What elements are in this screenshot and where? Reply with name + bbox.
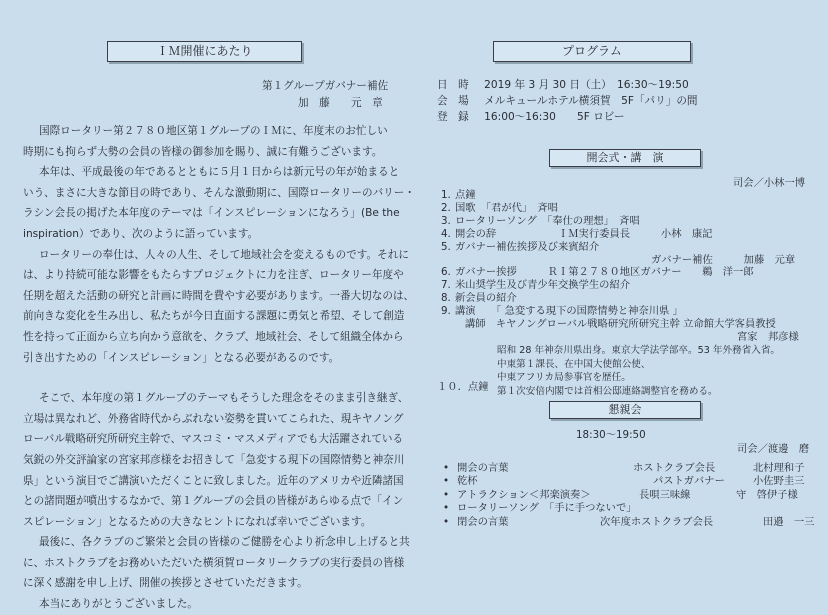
info-value: 16:00～16:30 5F ロビー (484, 111, 625, 123)
program-item: ガバナー補佐 加藤 元章 (651, 253, 796, 266)
greeting-body (23, 121, 415, 615)
party-row: • ロータリーソング 「手に手つないで」 (443, 502, 637, 515)
paragraph-line: 性を持って正面から立ち向かう意欲を、クラブ、地域社会、そして組織全体から (23, 330, 404, 343)
paragraph-line: そこで、本年度の第１グループのテーマもそうした理念をそのまま引き継ぎ、 (39, 392, 409, 405)
author-name: 加 藤 元 章 (298, 97, 383, 109)
program-item: 4. 開会の辞 ＩＭ実行委員長 小林 康記 (441, 227, 713, 240)
party-time: 18:30～19:50 (576, 429, 646, 441)
program-list (441, 189, 799, 344)
program-item: 7. 米山奨学生及び青少年交換学生の紹介 (441, 279, 631, 292)
program-item: 8. 新会員の紹介 (441, 292, 517, 305)
party-mc: 司会／渡邊 磨 (737, 443, 810, 455)
paragraph-line: 前向きな変化を生み出し、私たちが今日直面する課題に勇気と希望、そして創造 (23, 310, 405, 323)
program-item: 1. 点鐘 (441, 189, 476, 201)
paragraph-line: は、より持続可能な影響をもたらすプロジェクトに力を注ぎ、ロータリー年度や (23, 269, 404, 282)
program-item: 2. 国歌 「君が代」 斉唱 (441, 201, 558, 214)
party-section-title: 懇親会 (608, 403, 642, 416)
speaker-bio (497, 344, 780, 398)
paragraph-line: 気鋭の外交評論家の宮家邦彦様をお招きして「急変する現下の国際情勢と神奈川 (23, 453, 405, 466)
program-item: 宮家 邦彦様 (737, 330, 799, 343)
paragraph-line: に、ホストクラブをお務めいただいた横須賀ロータリークラブの実行委員の皆様 (23, 556, 405, 569)
party-row: • アトラクション＜邦楽演奏＞ 長唄三味線 守 啓伊子様 (443, 488, 798, 501)
info-label: 日 時 (437, 79, 469, 91)
paragraph-line: との諸問題が噴出するなかで、第１グループの会員の皆様があらゆる点で「イン (23, 495, 404, 508)
paragraph-line: inspiration）であり、次のように語っています。 (23, 227, 259, 240)
left-title: ＩＭ開催にあたり (156, 44, 253, 58)
paragraph-line: ローバル戦略研究所研究主幹で、マスコミ・マスメディアでも大活躍されている (23, 433, 404, 446)
paragraph-line: いう、まさに大きな節目の時であり、そんな激動期に、国際ロータリーのバリー・ (23, 186, 415, 199)
bio-line: 中東アフリカ局参事官を歴任。 (497, 372, 631, 383)
paragraph-line: 本年は、平成最後の年であるとともに５月１日からは新元号の年が始まると (39, 166, 400, 179)
program-item: 3. ロータリーソング 「奉仕の理想」 斉唱 (441, 214, 640, 227)
right-title: プログラム (562, 44, 622, 58)
party-row: • 閉会の言葉 次年度ホストクラブ会長 田邉 一三 (443, 515, 815, 528)
paragraph-line: 県」という演目でご講演いただくことに致しました。近年のアメリカや近隣諸国 (23, 474, 404, 487)
program-item: 講師 キヤノングローバル戦略研究所研究主幹 立命館大学客員教授 (465, 318, 776, 331)
paragraph-line: 時期にも拘らず大勢の会員の皆様の御参加を賜り、誠に有難うございます。 (23, 145, 383, 158)
ceremony-mc: 司会／小林一博 (733, 177, 806, 189)
paragraph-line: ロータリーの奉仕は、人々の人生、そして地域社会を変えるものです。それに (39, 248, 409, 261)
info-row-datetime (437, 77, 698, 93)
info-value: メルキュールホテル横須賀 5F「パリ」の間 (484, 95, 698, 107)
info-value: 2019 年 3 月 30 日（土） 16:30～19:50 (484, 79, 689, 91)
paragraph-line: 立場は異なれど、外務省時代からぶれない姿勢を貫いてこられた、現キヤノング (23, 412, 404, 425)
party-list (443, 462, 823, 529)
program-item: 6. ガバナー挨拶 ＲＩ第２７８０地区ガバナー 鵜 洋一郎 (441, 266, 754, 279)
program-item: 5. ガバナー補佐挨拶及び来賓紹介 (441, 240, 600, 253)
paragraph-line: ラシン会長の掲げた本年度のテーマは「インスピレーションになろう」(Be the (23, 207, 400, 220)
info-label: 登 録 (437, 111, 469, 123)
info-row-venue (437, 93, 698, 109)
program-item-10: １０．点鐘 (437, 381, 489, 393)
party-row: • 乾杯 パストガバナー 小佐野圭三 (443, 475, 805, 488)
ceremony-section-title-box (549, 149, 701, 167)
info-row-registration (437, 109, 698, 125)
paragraph-line: 引き出すための「インスピレーション」となる必要があるのです。 (23, 351, 340, 364)
paragraph-line: 本当にありがとうございました。 (39, 598, 198, 611)
paragraph-line: 最後に、各クラブのご繁栄と会員の皆様のご健勝を心より祈念申し上げると共 (39, 536, 410, 549)
ceremony-section-title: 開会式・講 演 (586, 151, 664, 164)
program-item: 9. 講演 「 急変する現下の国際情勢と神奈川県 」 (441, 305, 683, 318)
party-section-title-box (549, 401, 701, 419)
right-title-box (493, 41, 691, 62)
left-title-box (107, 41, 302, 62)
bio-line: 第１次安倍内閣では首相公邸連絡調整官を務める。 (497, 385, 718, 397)
bio-line: 中東第１課長、在中国大使館公使、 (497, 358, 651, 370)
author-role: 第１グループガバナー補佐 (262, 80, 389, 92)
bio-line: 昭和 28 年神奈川県出身。東京大学法学部卒。53 年外務省入省。 (497, 345, 781, 356)
paragraph-line: 国際ロータリー第２７８０地区第１グループのＩＭに、年度末のお忙しい (39, 125, 388, 137)
event-info (437, 77, 698, 125)
paragraph-line: 任期を超えた活動の研究と計画に時間を費やす必要があります。一番大切なのは、 (23, 289, 415, 302)
paragraph-line: スピレーション」となるための大きなヒントになれば幸いでございます。 (23, 515, 372, 528)
party-row: • 開会の言葉 ホストクラブ会長 北村理和子 (443, 462, 805, 474)
paragraph-line: に深く感謝を申し上げ、開催の挨拶とさせていただきます。 (23, 577, 308, 590)
info-label: 会 場 (437, 95, 469, 107)
